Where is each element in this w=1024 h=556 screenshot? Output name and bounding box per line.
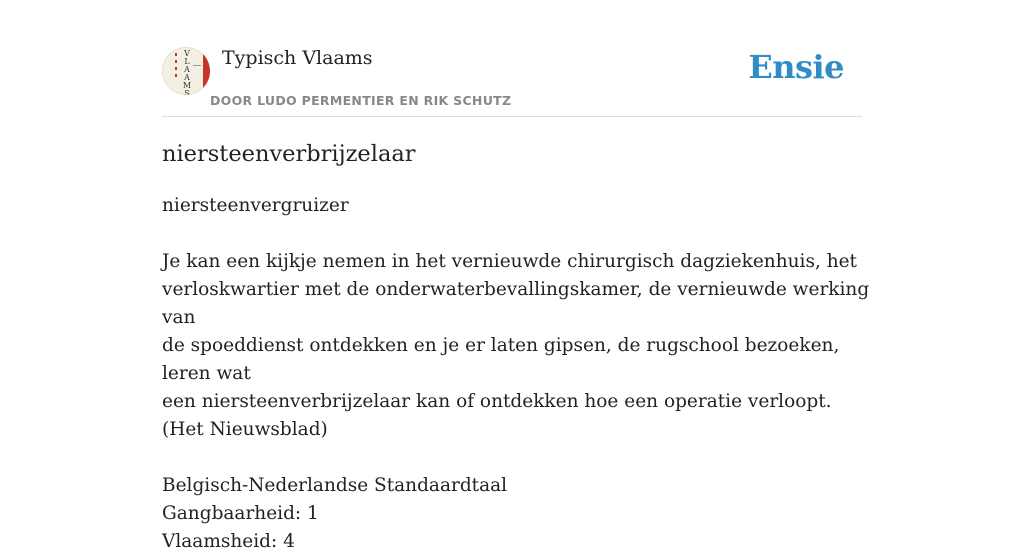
avatar-logo-text: V L A A M S (182, 49, 192, 95)
language-label: Belgisch-Nederlandse Standaardtaal (162, 475, 508, 496)
entry-content (162, 138, 872, 556)
ensie-logo-link[interactable]: Ensie (748, 48, 844, 86)
avatar-decoration (175, 53, 177, 56)
entry-term: niersteenverbrijzelaar (162, 141, 416, 167)
site-header (162, 46, 862, 117)
gangbaarheid-score: Gangbaarheid: 1 (162, 503, 319, 524)
example-source: (Het Nieuwsblad) (162, 419, 328, 440)
avatar-decoration (193, 65, 201, 66)
typisch-vlaams-avatar[interactable] (162, 47, 210, 95)
avatar-decoration (175, 60, 177, 63)
example-line: Je kan een kijkje nemen in het vernieuwde chirurgisch dagziekenhuis, het (162, 251, 857, 272)
entry-example (162, 248, 872, 444)
example-line: verloskwartier met de onderwaterbevallingskamer, de vernieuwde werking van (162, 279, 870, 328)
avatar-decoration (175, 67, 177, 70)
example-line: een niersteenverbrijzelaar kan of ontdekken hoe een operatie verloopt. (162, 391, 832, 412)
entry-metadata (162, 472, 872, 556)
avatar-decoration (175, 74, 177, 77)
avatar-red-spine (203, 47, 210, 95)
site-title[interactable]: Typisch Vlaams (222, 47, 373, 69)
vlaamsheid-score: Vlaamsheid: 4 (162, 531, 295, 552)
byline: DOOR LUDO PERMENTIER EN RIK SCHUTZ (210, 93, 512, 108)
example-line: de spoeddienst ontdekken en je er laten gipsen, de rugschool bezoeken, leren wat (162, 335, 840, 384)
entry-synonym: niersteenvergruizer (162, 195, 349, 216)
